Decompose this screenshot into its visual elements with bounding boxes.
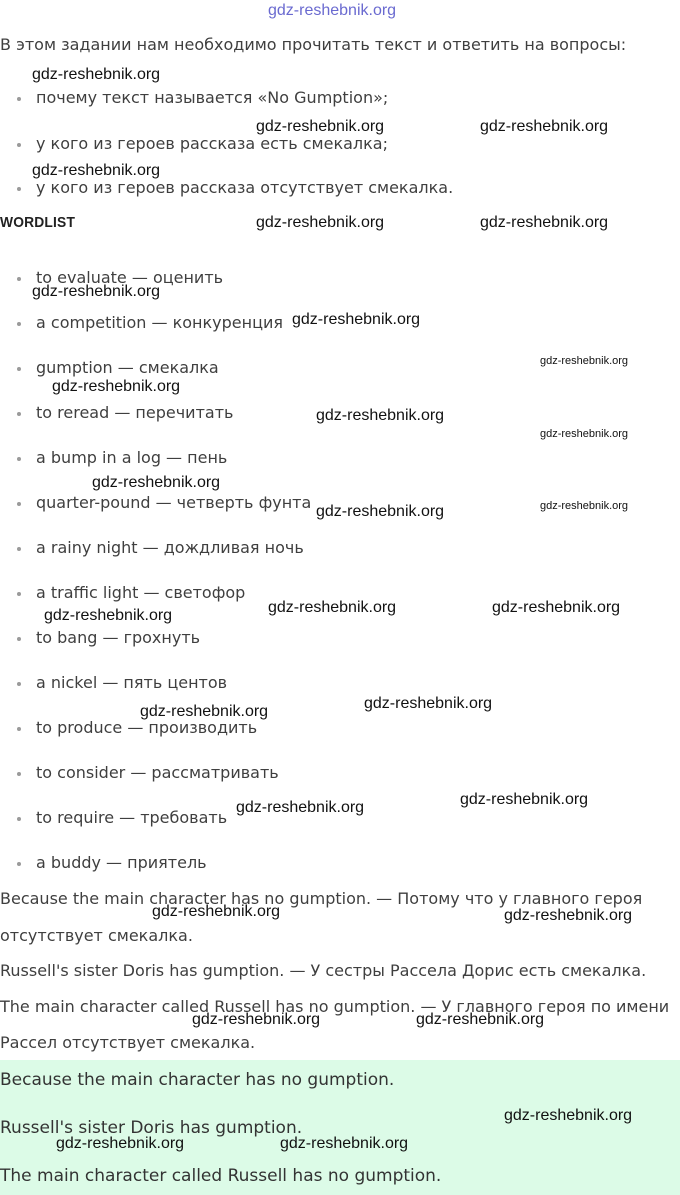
bullet bbox=[17, 637, 21, 641]
answer-line: The main character called Russell has no gumption. bbox=[0, 1166, 442, 1186]
watermark: gdz-reshebnik.org bbox=[460, 791, 589, 808]
watermark: gdz-reshebnik.org bbox=[480, 214, 609, 231]
wordlist-item: a buddy — приятель bbox=[36, 853, 207, 872]
bullet bbox=[17, 502, 21, 506]
wordlist-item: a traffic light — светофор bbox=[36, 583, 246, 602]
watermark: gdz-reshebnik.org bbox=[192, 1011, 321, 1028]
wordlist-item: to reread — перечитать bbox=[36, 403, 234, 422]
watermark: gdz-reshebnik.org bbox=[236, 799, 365, 816]
watermark: gdz-reshebnik.org bbox=[540, 428, 629, 440]
translation-line: отсутствует смекалка. bbox=[0, 926, 193, 945]
bullet bbox=[17, 862, 21, 866]
bullet bbox=[17, 143, 21, 147]
wordlist-item: gumption — смекалка bbox=[36, 358, 219, 377]
watermark: gdz-reshebnik.org bbox=[32, 162, 161, 179]
watermark: gdz-reshebnik.org bbox=[56, 1135, 185, 1152]
answer-line: Because the main character has no gumption. bbox=[0, 1070, 395, 1090]
wordlist-item: a bump in a log — пень bbox=[36, 448, 228, 467]
watermark: gdz-reshebnik.org bbox=[504, 1107, 633, 1124]
translation-line: The main character called Russell has no gumption. — У главного героя по имени bbox=[0, 997, 670, 1016]
bullet bbox=[17, 367, 21, 371]
wordlist-item: to produce — производить bbox=[36, 718, 258, 737]
watermark: gdz-reshebnik.org bbox=[32, 283, 161, 300]
bullet bbox=[17, 592, 21, 596]
watermark: gdz-reshebnik.org bbox=[364, 695, 493, 712]
watermark: gdz-reshebnik.org bbox=[480, 118, 609, 135]
bullet bbox=[17, 277, 21, 281]
watermark: gdz-reshebnik.org bbox=[540, 500, 629, 512]
watermark: gdz-reshebnik.org bbox=[416, 1011, 545, 1028]
question-item: у кого из героев рассказа есть смекалка; bbox=[36, 134, 388, 153]
translation-line: Russell's sister Doris has gumption. — У сестры Рассела Дорис есть смекалка. bbox=[0, 961, 647, 980]
wordlist-item: a rainy night — дождливая ночь bbox=[36, 538, 304, 557]
question-item: почему текст называется «No Gumption»; bbox=[36, 88, 389, 107]
wordlist-item: to consider — рассматривать bbox=[36, 763, 279, 782]
watermark: gdz-reshebnik.org bbox=[44, 607, 173, 624]
watermark: gdz-reshebnik.org bbox=[140, 703, 269, 720]
watermark: gdz-reshebnik.org bbox=[52, 378, 181, 395]
bullet bbox=[17, 772, 21, 776]
watermark: gdz-reshebnik.org bbox=[280, 1135, 409, 1152]
wordlist-item: to evaluate — оценить bbox=[36, 268, 224, 287]
watermark: gdz-reshebnik.org bbox=[316, 407, 445, 424]
bullet bbox=[17, 817, 21, 821]
bullet bbox=[17, 322, 21, 326]
wordlist-item: a competition — конкуренция bbox=[36, 313, 284, 332]
watermark: gdz-reshebnik.org bbox=[32, 66, 161, 83]
wordlist-item: a nickel — пять центов bbox=[36, 673, 228, 692]
question-item: у кого из героев рассказа отсутствует смекалка. bbox=[36, 178, 454, 197]
bullet bbox=[17, 187, 21, 191]
watermark: gdz-reshebnik.org bbox=[152, 903, 281, 920]
watermark: gdz-reshebnik.org bbox=[316, 503, 445, 520]
watermark: gdz-reshebnik.org bbox=[268, 599, 397, 616]
intro-text: В этом задании нам необходимо прочитать текст и ответить на вопросы: bbox=[0, 35, 627, 54]
bullet bbox=[17, 457, 21, 461]
translation-line: Рассел отсутствует смекалка. bbox=[0, 1033, 256, 1052]
answer-line: Russell's sister Doris has gumption. bbox=[0, 1118, 303, 1138]
watermark: gdz-reshebnik.org bbox=[256, 214, 385, 231]
bullet bbox=[17, 727, 21, 731]
wordlist-heading: WORDLIST bbox=[0, 214, 76, 231]
watermark: gdz-reshebnik.org bbox=[256, 118, 385, 135]
watermark: gdz-reshebnik.org bbox=[504, 907, 633, 924]
wordlist-item: to bang — грохнуть bbox=[36, 628, 201, 647]
watermark: gdz-reshebnik.org bbox=[492, 599, 621, 616]
watermark: gdz-reshebnik.org bbox=[292, 311, 421, 328]
bullet bbox=[17, 682, 21, 686]
bullet bbox=[17, 412, 21, 416]
bullet bbox=[17, 547, 21, 551]
watermark: gdz-reshebnik.org bbox=[92, 474, 221, 491]
wordlist-item: to require — требовать bbox=[36, 808, 228, 827]
bullet bbox=[17, 97, 21, 101]
watermark: gdz-reshebnik.org bbox=[268, 2, 397, 19]
watermark: gdz-reshebnik.org bbox=[540, 355, 629, 367]
wordlist-item: quarter-pound — четверть фунта bbox=[36, 493, 312, 512]
translation-line: Because the main character has no gumption. — Потому что у главного героя bbox=[0, 889, 643, 908]
